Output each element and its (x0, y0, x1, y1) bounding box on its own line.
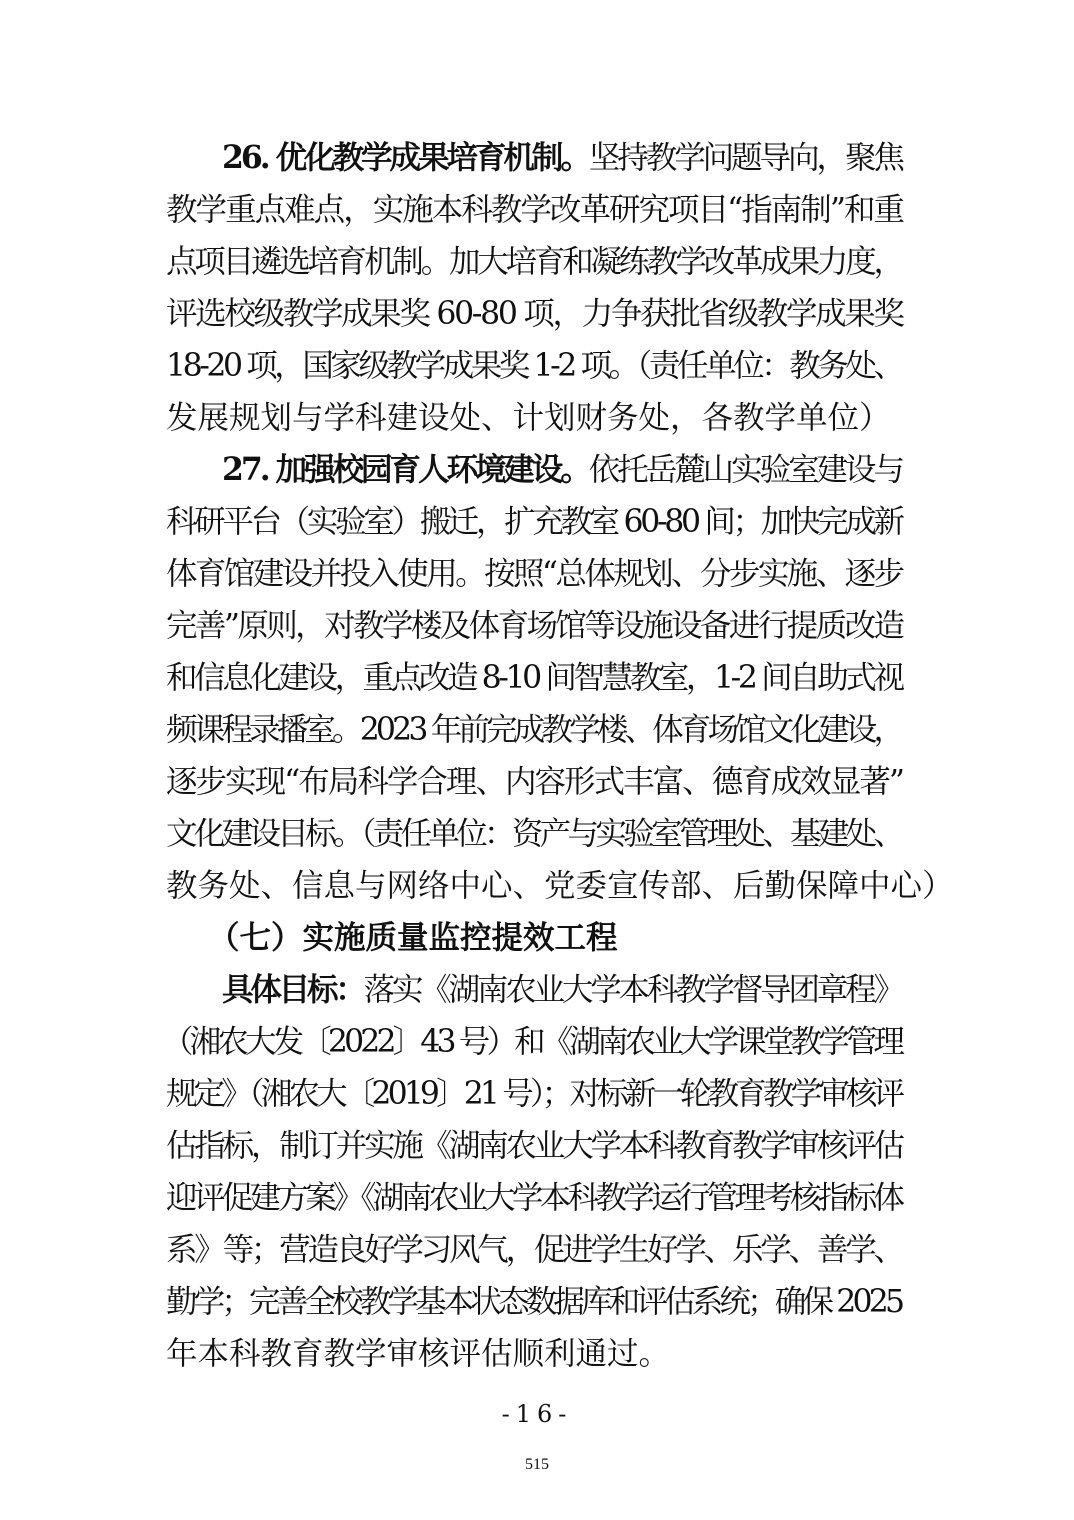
item-26-line-4: 评选校级教学成果奖 60-80 项，力争获批省级教学成果奖 (166, 296, 903, 332)
item-27-line-7: 逐步实现“布局科学合理、内容形式丰富、德育成效显著” (166, 764, 904, 800)
item-27-line-3: 体育馆建设并投入使用。按照“总体规划、分步实施、逐步 (166, 556, 903, 592)
item-26-line-6: 发展规划与学科建设处、计划财务处，各教学单位） (166, 400, 891, 436)
goals-line-2: （湘农大发〔2022〕43 号）和《湖南农业大学课堂教学管理 (162, 1024, 902, 1060)
goals-label: 具体目标： (222, 971, 364, 1008)
section-7-heading: （七）实施质量监控提效工程 (208, 919, 618, 956)
item-27-line-8: 文化建设目标。（责任单位：资产与实验室管理处、基建处、 (166, 816, 902, 852)
goals-line-3: 规定》（湘农大〔2019〕21 号）；对标新一轮教育教学审核评 (166, 1076, 902, 1112)
sheet-number: 515 (525, 1456, 549, 1473)
goals-line-7: 勤学；完善全校教学基本状态数据库和评估系统；确保 2025 (166, 1284, 902, 1320)
item-27-line-6: 频课程录播室。2023 年前完成教学楼、体育场馆文化建设， (166, 712, 902, 748)
page-number: -16- (501, 1400, 573, 1428)
goals-line-6: 系》等；营造良好学习风气，促进学生好学、乐学、善学、 (166, 1232, 902, 1268)
item-27-line-2: 科研平台（实验室）搬迁，扩充教室 60-80 间；加快完成新 (166, 504, 902, 540)
goals-line-1: 具体目标：落实《湖南农业大学本科教学督导团章程》 (222, 971, 902, 1008)
item-27-line-4: 完善”原则，对教学楼及体育场馆等设施设备进行提质改造 (166, 608, 903, 644)
item-27-line-5: 和信息化建设，重点改造 8-10 间智慧教室，1-2 间自助式视 (166, 660, 902, 696)
goals-line-5: 迎评促建方案》《湖南农业大学本科教学运行管理考核指标体 (166, 1180, 902, 1216)
item-26-line-3: 点项目遴选培育机制。加大培育和凝练教学改革成果力度， (166, 244, 902, 280)
item-26-line-2: 教学重点难点，实施本科教学改革研究项目“指南制”和重 (166, 192, 904, 228)
item-27-title: 27. 加强校园育人环境建设。 (222, 451, 589, 488)
goals-line-4: 估指标，制订并实施《湖南农业大学本科教育教学审核评估 (166, 1128, 902, 1164)
item-26-line-5: 18-20 项，国家级教学成果奖 1-2 项。（责任单位：教务处、 (166, 348, 902, 384)
item-26-title: 26. 优化教学成果培育机制。 (222, 139, 589, 176)
item-26-line-1: 26. 优化教学成果培育机制。坚持教学问题导向，聚焦 (222, 139, 902, 176)
item-27-line-9: 教务处、信息与网络中心、党委宣传部、后勤保障中心） (166, 868, 954, 904)
item-27-line-1: 27. 加强校园育人环境建设。依托岳麓山实验室建设与 (222, 451, 902, 488)
goals-line-8: 年本科教育教学审核评估顺利通过。 (166, 1336, 671, 1372)
